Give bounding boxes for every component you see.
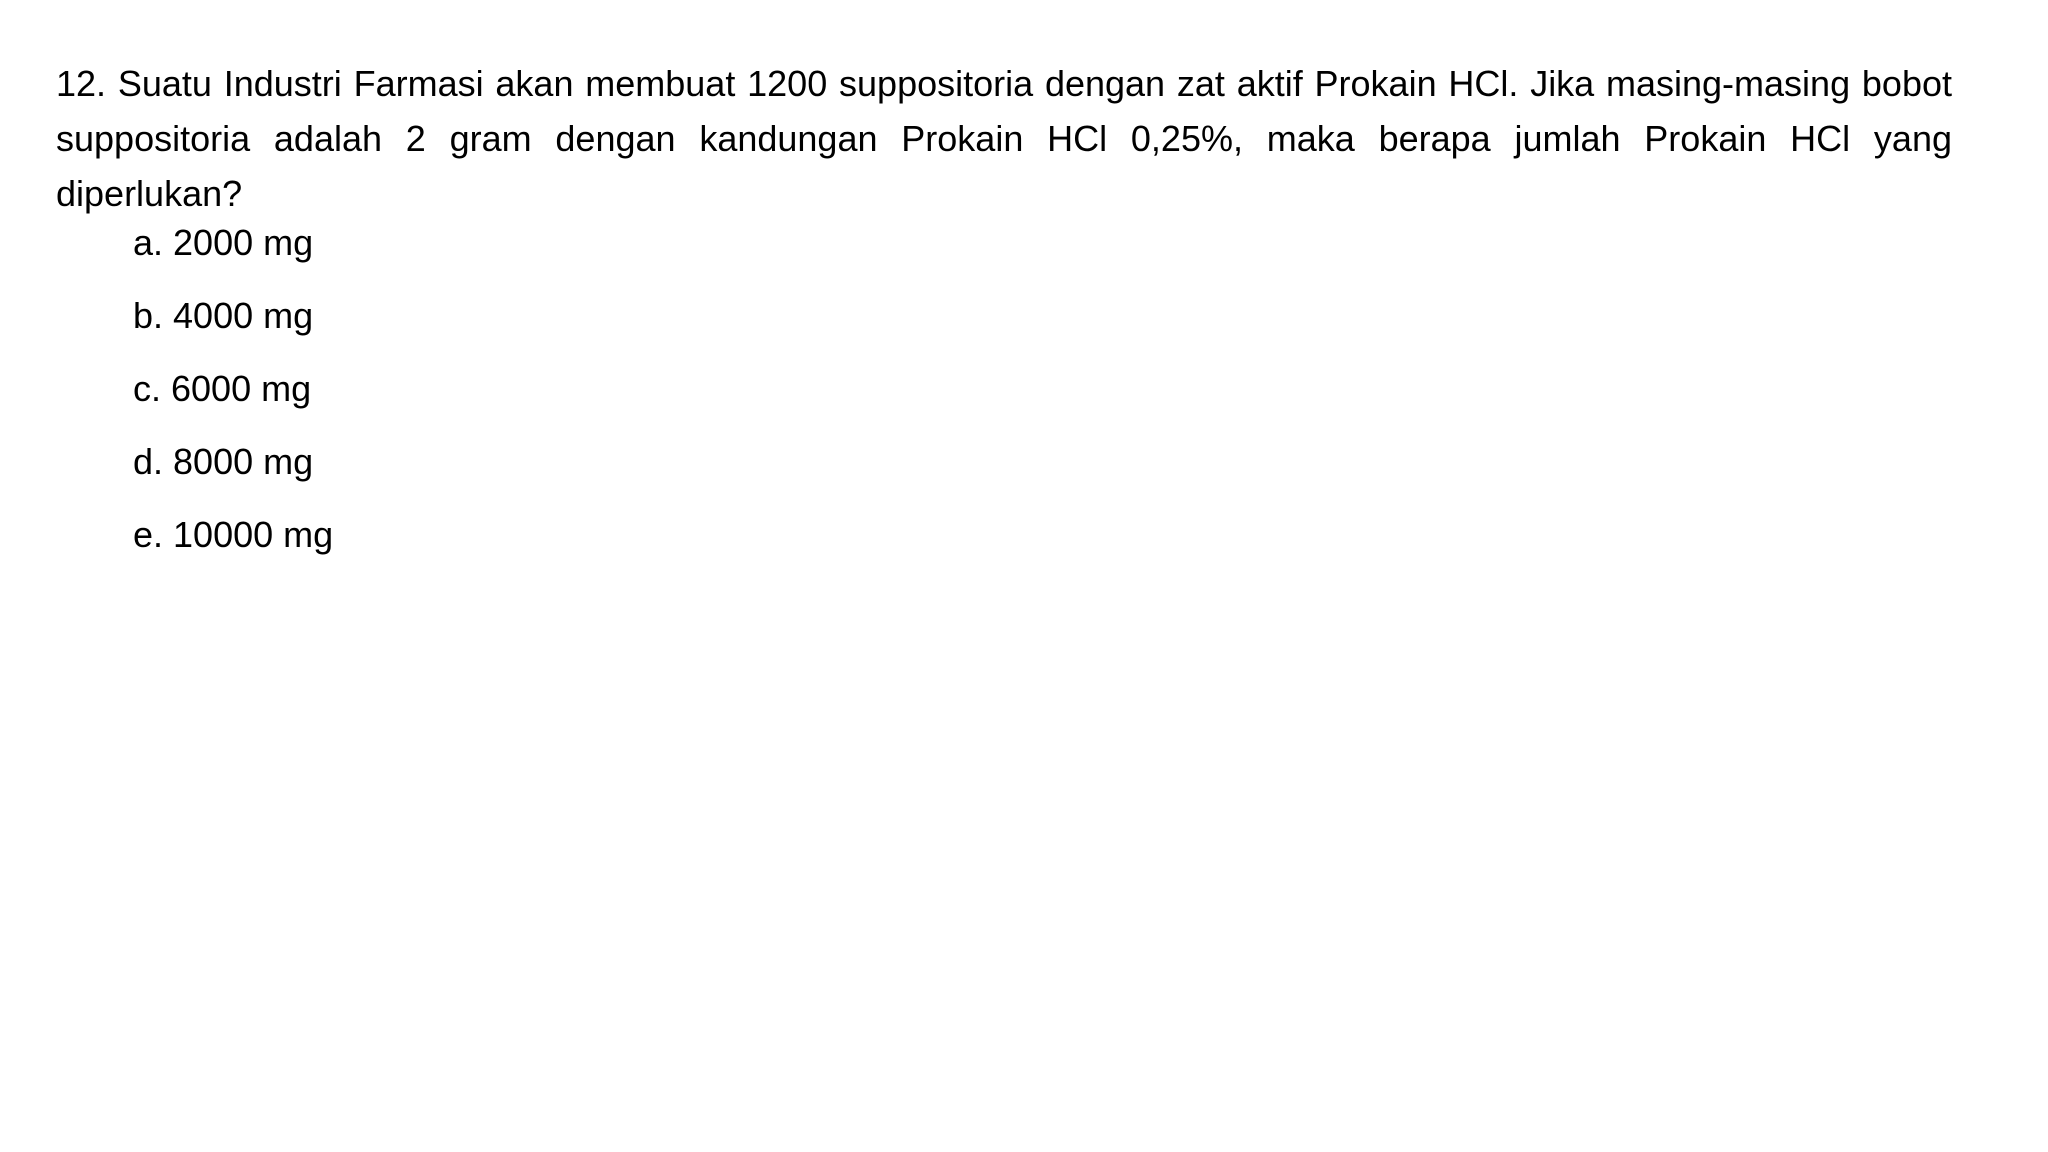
option-b: b. 4000 mg bbox=[133, 295, 314, 336]
option-d: d. 8000 mg bbox=[133, 441, 314, 482]
question-text: 12. Suatu Industri Farmasi akan membuat 1200 suppositoria dengan zat aktif Prokain HCl. Jika masing-masing bobot suppositoria adalah 2 gram dengan kandungan Prokain HCl 0,25%, maka berapa jumlah Prokain HCl yang diperlukan? bbox=[56, 63, 1952, 214]
option-a: a. 2000 mg bbox=[133, 222, 314, 263]
option-c: c. 6000 mg bbox=[133, 368, 312, 409]
answer-options-list bbox=[133, 221, 333, 586]
option-e: e. 10000 mg bbox=[133, 514, 334, 555]
